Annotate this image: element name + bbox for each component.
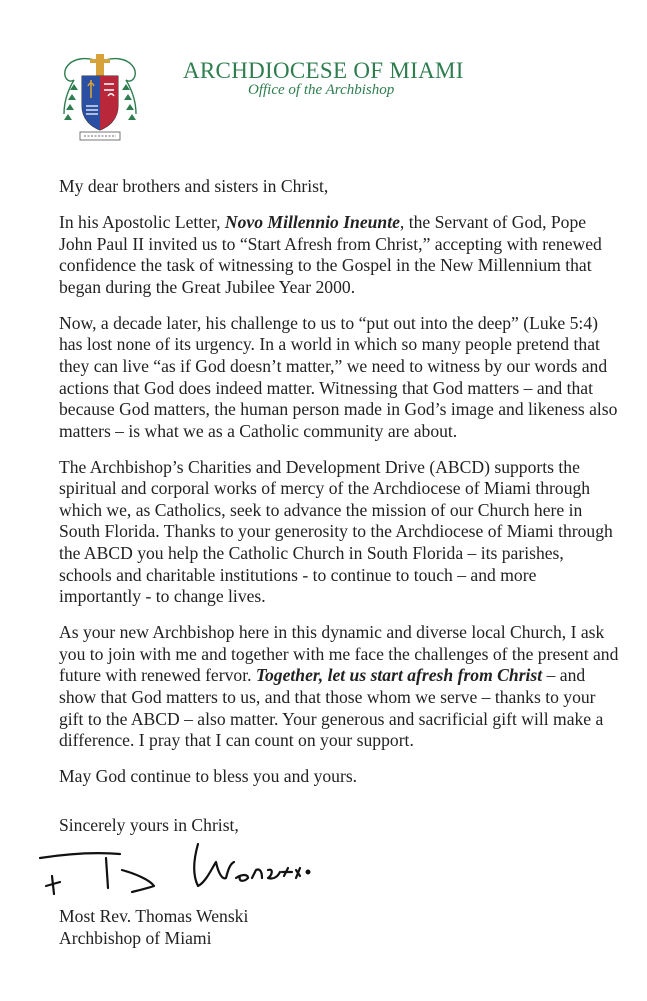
paragraph-5: May God continue to bless you and yours. [59, 766, 358, 787]
signer-block [59, 906, 248, 949]
emphasis-title: Novo Millennio Ineunte [224, 211, 400, 232]
signer-title: Archbishop of Miami [59, 927, 212, 948]
coat-of-arms-icon [58, 50, 142, 142]
emphasis-slogan: Together, let us start afresh from Christ [255, 665, 543, 686]
org-title: ARCHDIOCESE OF MIAMI [183, 58, 464, 83]
closing-line: Sincerely yours in Christ, [59, 815, 239, 835]
paragraph-4: As your new Archbishop here in this dynamic and diverse local Church, I ask you to join with me and together with me face the challenges of the present and future with renewed fervor. Together, let us start afresh from Christ – and show that God matters to us, and that those whom we serve – thanks to your gift to the ABCD – also matter. Your generous and sacrificial gift will make a difference. I pray that I can count on your support. [59, 622, 619, 751]
paragraph-2: Now, a decade later, his challenge to us to “put out into the deep” (Luke 5:4) has lost none of its urgency. In a world in which so many people pretend that they can live “as if God doesn’t matter,” we need to witness by our words and actions that God does indeed matter. Witnessing that God matters – and that because God matters, the human person made in God’s image and likeness also matters – is what we as a Catholic community are about. [59, 312, 618, 441]
paragraph-3: The Archbishop’s Charities and Development Drive (ABCD) supports the spiritual and corporal works of mercy of the Archdiocese of Miami through which we, as Catholics, seek to advance the mission of our Church here in South Florida. Thanks to your generosity to the Archdiocese of Miami through the ABCD you help the Catholic Church in South Florida – its parishes, schools and charitable institutions - to continue to touch – and more importantly - to change lives. [59, 456, 613, 607]
salutation: My dear brothers and sisters in Christ, [59, 176, 329, 196]
paragraph-1: In his Apostolic Letter, Novo Millennio Ineunte, the Servant of God, Pope John Paul II invited us to “Start Afresh from Christ,” accepting with renewed confidence the task of witnessing to the Gospel in the New Millennium that began during the Great Jubilee Year 2000. [59, 211, 602, 297]
letter-body [59, 176, 619, 802]
office-subtitle: Office of the Archbishop [248, 82, 395, 98]
signer-name: Most Rev. Thomas Wenski [59, 906, 249, 926]
signature-icon [36, 838, 316, 898]
